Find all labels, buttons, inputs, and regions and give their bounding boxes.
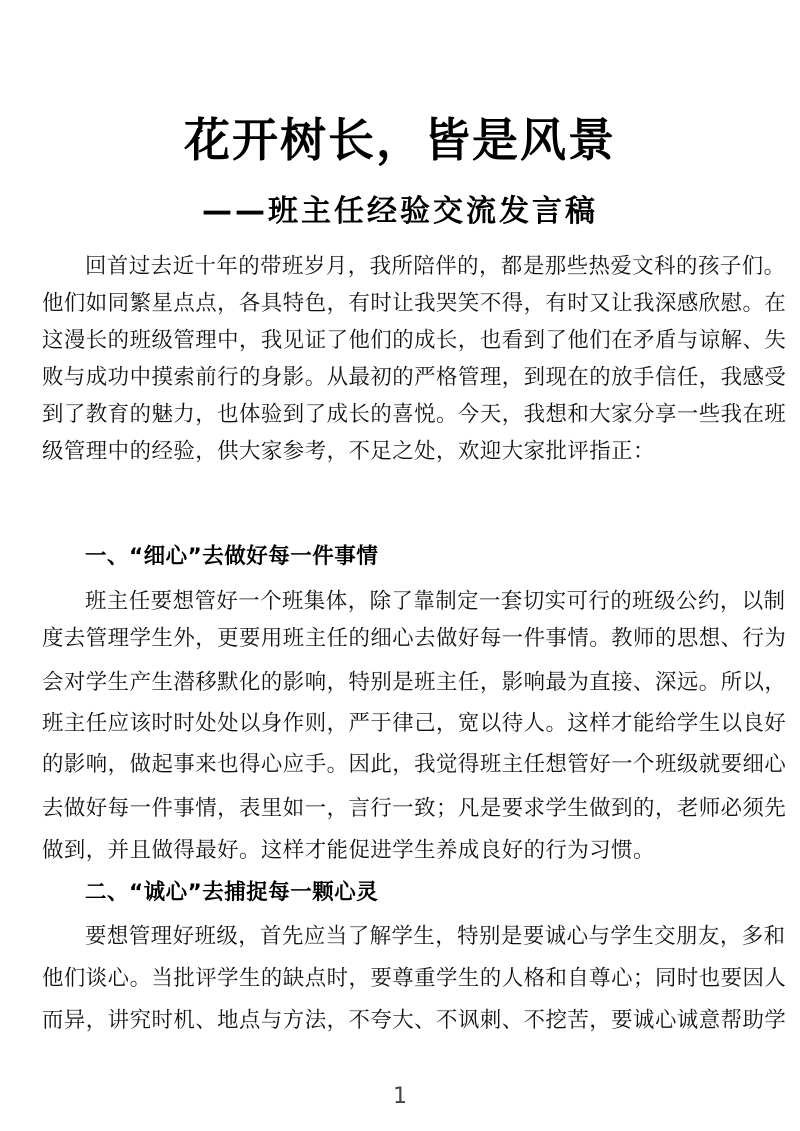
document-title: 花开树长，皆是风景 — [184, 113, 616, 167]
paragraph-line: 的影响，做起事来也得心应手。因此，我觉得班主任想管好一个班级就要细心 — [42, 752, 787, 777]
paragraph-line: 而异，讲究时机、地点与方法，不夸大、不讽刺、不挖苦，要诚心诚意帮助学 — [42, 1008, 787, 1033]
paragraph-line: 要想管理好班级，首先应当了解学生，特别是要诚心与学生交朋友，多和 — [85, 924, 786, 949]
document-subtitle: ——班主任经验交流发言稿 — [202, 194, 598, 229]
paragraph-line: 级管理中的经验，供大家参考，不足之处，欢迎大家批评指正： — [42, 439, 655, 464]
paragraph-line: 他们谈心。当批评学生的缺点时，要尊重学生的人格和自尊心；同时也要因人 — [42, 966, 787, 991]
paragraph-line: 到了教育的魅力，也体验到了成长的喜悦。今天，我想和大家分享一些我在班 — [42, 402, 787, 427]
section-heading: 一、“细心”去做好每一件事情 — [85, 544, 379, 569]
section-heading: 二、“诚心”去捕捉每一颗心灵 — [85, 880, 379, 905]
paragraph-line: 去做好每一件事情，表里如一，言行一致；凡是要求学生做到的，老师必须先 — [42, 796, 787, 821]
paragraph-line: 这漫长的班级管理中，我见证了他们的成长，也看到了他们在矛盾与谅解、失 — [42, 328, 787, 353]
paragraph-line: 回首过去近十年的带班岁月，我所陪伴的，都是那些热爱文科的孩子们。 — [85, 254, 786, 279]
paragraph-line: 会对学生产生潜移默化的影响，特别是班主任，影响最为直接、深远。所以， — [42, 670, 787, 695]
paragraph-line: 度去管理学生外，更要用班主任的细心去做好每一件事情。教师的思想、行为 — [42, 626, 787, 651]
paragraph-line: 班主任要想管好一个班集体，除了靠制定一套切实可行的班级公约，以制 — [85, 589, 786, 614]
page-number: 1 — [393, 1084, 407, 1109]
paragraph-line: 做到，并且做得最好。这样才能促进学生养成良好的行为习惯。 — [42, 838, 655, 863]
paragraph-line: 班主任应该时时处处以身作则，严于律己，宽以待人。这样才能给学生以良好 — [42, 711, 787, 736]
paragraph-line: 他们如同繁星点点，各具特色，有时让我哭笑不得，有时又让我深感欣慰。在 — [42, 291, 787, 316]
paragraph-line: 败与成功中摸索前行的身影。从最初的严格管理，到现在的放手信任，我感受 — [42, 365, 787, 390]
